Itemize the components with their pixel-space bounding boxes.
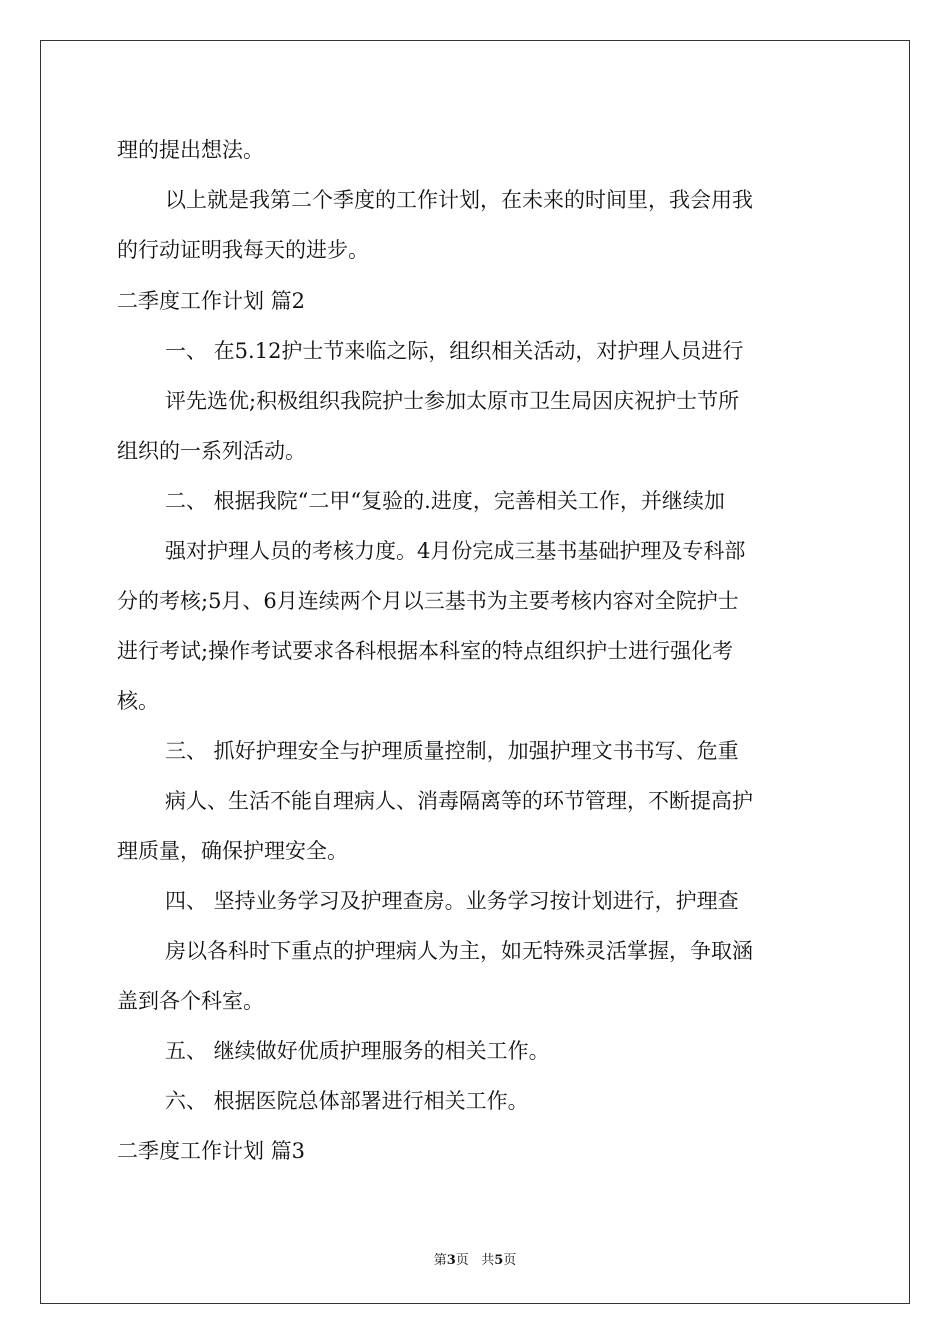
text-line: 病人、生活不能自理病人、消毒隔离等的环节管理，不断提高护 — [165, 789, 753, 813]
text-line: 一、 在5.12护士节来临之际，组织相关活动，对护理人员进行 — [165, 339, 744, 363]
footer-page-prefix: 第 — [433, 1253, 447, 1268]
text-line: 进行考试;操作考试要求各科根据本科室的特点组织护士进行强化考 — [117, 639, 734, 663]
text-line: 分的考核;5月、6月连续两个月以三基书为主要考核内容对全院护士 — [117, 589, 739, 613]
footer-page-number: 3 — [446, 1253, 456, 1268]
text-line: 以上就是我第二个季度的工作计划，在未来的时间里，我会用我 — [165, 188, 753, 212]
text-line: 三、 抓好护理安全与护理质量控制，加强护理文书书写、危重 — [165, 739, 739, 763]
footer-total-prefix: 共 — [481, 1253, 495, 1268]
text-line: 理质量，确保护理安全。 — [117, 839, 348, 863]
section-heading: 二季度工作计划 篇3 — [117, 1139, 306, 1163]
text-line: 评先选优;积极组织我院护士参加太原市卫生局因庆祝护士节所 — [165, 389, 740, 413]
footer-page-suffix: 页 — [455, 1253, 469, 1268]
page-footer — [0, 1249, 950, 1268]
text-line: 盖到各个科室。 — [117, 989, 264, 1013]
section-heading: 二季度工作计划 篇2 — [117, 289, 306, 313]
text-line: 的行动证明我每天的进步。 — [117, 238, 369, 262]
text-line: 四、 坚持业务学习及护理查房。业务学习按计划进行，护理查 — [165, 889, 739, 913]
text-line: 房以各科时下重点的护理病人为主，如无特殊灵活掌握，争取涵 — [165, 939, 753, 963]
footer-total-number: 5 — [494, 1253, 504, 1268]
text-line: 六、 根据医院总体部署进行相关工作。 — [165, 1089, 529, 1113]
text-line: 理的提出想法。 — [117, 138, 264, 162]
text-line: 二、 根据我院“二甲“复验的.进度，完善相关工作，并继续加 — [165, 489, 725, 513]
text-line: 组织的一系列活动。 — [117, 439, 306, 463]
text-line: 核。 — [117, 689, 159, 713]
footer-total-suffix: 页 — [503, 1253, 517, 1268]
page-border — [40, 40, 910, 1304]
text-line: 强对护理人员的考核力度。4月份完成三基书基础护理及专科部 — [165, 539, 746, 563]
text-line: 五、 继续做好优质护理服务的相关工作。 — [165, 1039, 550, 1063]
